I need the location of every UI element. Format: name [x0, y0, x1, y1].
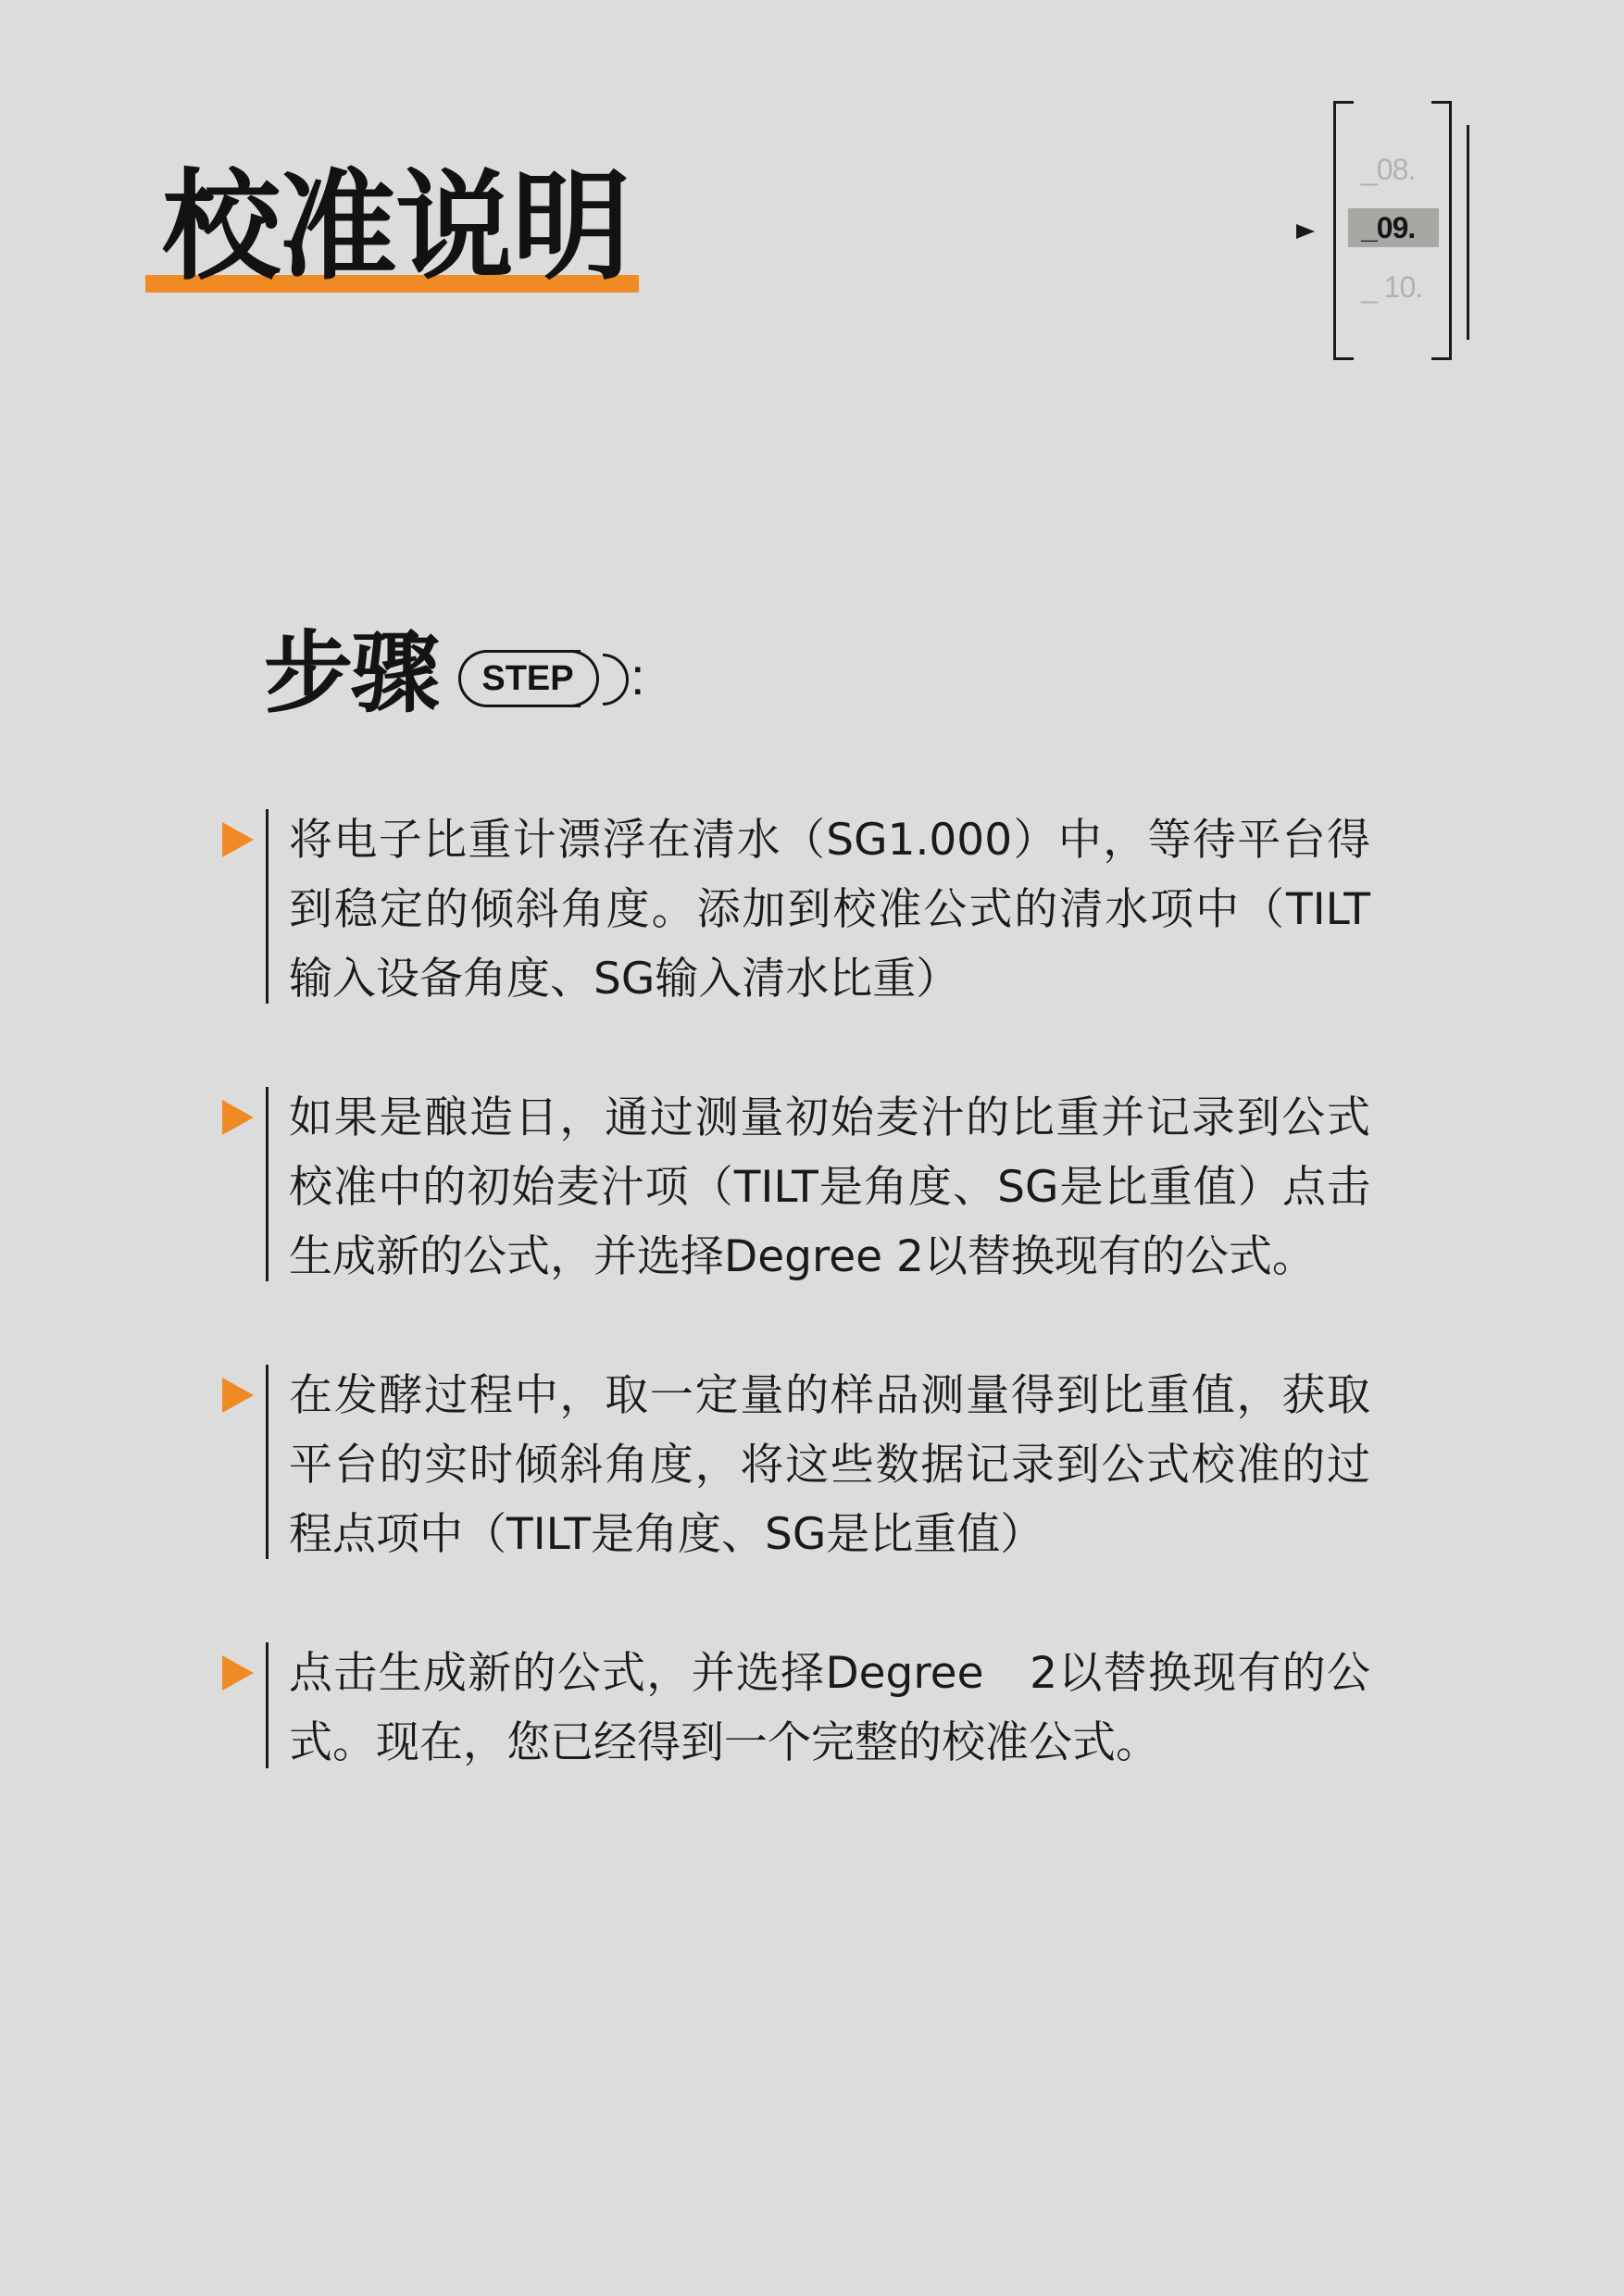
orange-triangle-icon — [222, 1100, 254, 1135]
triangle-right-icon — [1296, 224, 1315, 239]
step-text: 将电子比重计漂浮在清水（SG1.000）中，等待平台得到稳定的倾斜角度。添加到校准公式的清水项中（TILT输入设备角度、SG输入清水比重） — [289, 815, 1370, 1004]
step-text: 点击生成新的公式，并选择Degree 2以替换现有的公式。现在，您已经得到一个完整的校准公式。 — [289, 1648, 1370, 1768]
page-number-previous: _08. — [1361, 153, 1416, 186]
step-rule — [266, 1087, 269, 1281]
step-text: 如果是酿造日，通过测量初始麦汁的比重并记录到公式校准中的初始麦汁项（TILT是角度、SG是比重值）点击生成新的公式，并选择Degree 2以替换现有的公式。 — [289, 1092, 1370, 1282]
section-title: 步骤 — [264, 621, 438, 725]
step-rule — [266, 1365, 269, 1559]
page-number-next: _ 10. — [1361, 270, 1423, 304]
step-badge-label: STEP — [481, 659, 574, 698]
sound-wave-icon — [603, 654, 629, 705]
index-rule — [1467, 125, 1469, 340]
orange-triangle-icon — [222, 1655, 254, 1691]
step-text: 在发酵过程中，取一定量的样品测量得到比重值，获取平台的实时倾斜角度，将这些数据记录到公式校准的过程点项中（TILT是角度、SG是比重值） — [289, 1370, 1370, 1560]
step-rule — [266, 809, 269, 1004]
page-number-current: _09. — [1361, 211, 1416, 244]
orange-triangle-icon — [222, 1378, 254, 1413]
section-colon: : — [631, 647, 645, 705]
page-title-block — [145, 158, 639, 296]
page-title: 校准说明 — [162, 158, 630, 296]
page-index — [1296, 97, 1472, 366]
step-rule — [266, 1642, 269, 1768]
orange-triangle-icon — [222, 822, 254, 857]
